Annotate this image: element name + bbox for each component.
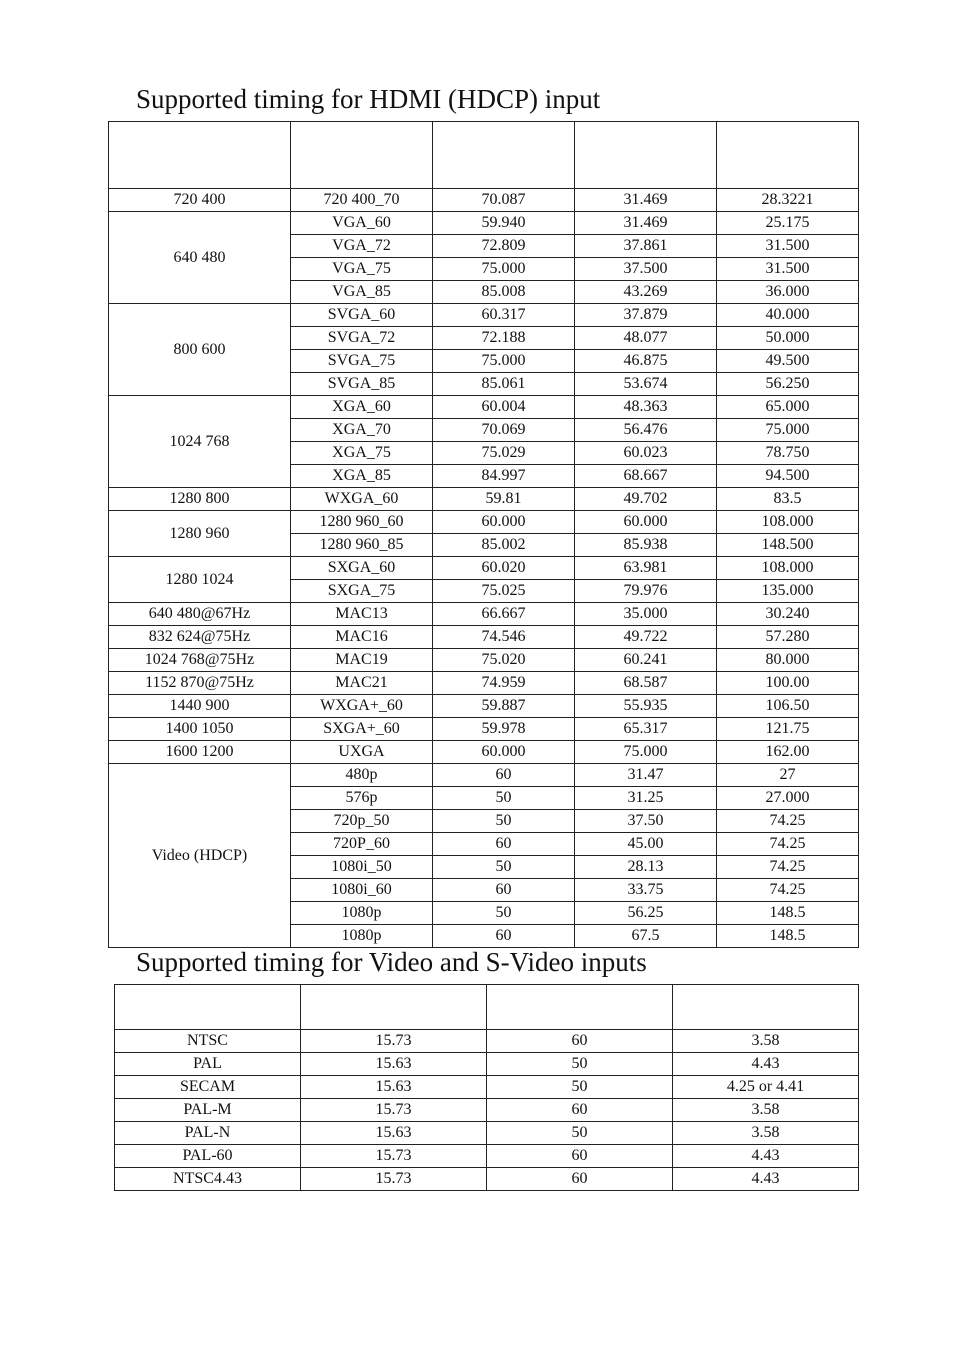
mode-cell: MAC16 <box>291 626 433 649</box>
video-mode-cell: PAL-M <box>115 1099 301 1122</box>
horizontal-frequency-cell: 15.73 <box>301 1099 487 1122</box>
video-section-title: Supported timing for Video and S-Video inputs <box>136 947 647 977</box>
vertical-frequency-cell: 75.020 <box>433 649 575 672</box>
clock-cell: 27 <box>717 764 859 787</box>
mode-cell: 1080i_60 <box>291 879 433 902</box>
hdmi-header-row <box>109 122 859 189</box>
hdmi-header-cell <box>575 122 717 189</box>
table-row <box>115 1076 859 1099</box>
vertical-frequency-cell: 85.002 <box>433 534 575 557</box>
horizontal-frequency-cell: 68.587 <box>575 672 717 695</box>
horizontal-frequency-cell: 60.241 <box>575 649 717 672</box>
horizontal-frequency-cell: 15.63 <box>301 1122 487 1145</box>
mode-cell: XGA_70 <box>291 419 433 442</box>
mode-cell: SXGA+_60 <box>291 718 433 741</box>
table-row <box>109 488 859 511</box>
vertical-frequency-cell: 60 <box>487 1030 673 1053</box>
clock-cell: 74.25 <box>717 810 859 833</box>
mode-cell: 1280 960_85 <box>291 534 433 557</box>
resolution-cell: 1280 1024 <box>109 557 291 603</box>
resolution-cell: 1280 800 <box>109 488 291 511</box>
table-row <box>115 1168 859 1191</box>
vertical-frequency-cell: 59.81 <box>433 488 575 511</box>
vertical-frequency-cell: 74.546 <box>433 626 575 649</box>
horizontal-frequency-cell: 56.476 <box>575 419 717 442</box>
mode-cell: MAC21 <box>291 672 433 695</box>
horizontal-frequency-cell: 48.077 <box>575 327 717 350</box>
vertical-frequency-cell: 50 <box>487 1053 673 1076</box>
resolution-cell: 1440 900 <box>109 695 291 718</box>
mode-cell: 1080p <box>291 902 433 925</box>
table-row <box>109 626 859 649</box>
mode-cell: VGA_60 <box>291 212 433 235</box>
clock-cell: 108.000 <box>717 557 859 580</box>
table-row <box>109 304 859 327</box>
vertical-frequency-cell: 50 <box>487 1076 673 1099</box>
vertical-frequency-cell: 50 <box>433 856 575 879</box>
horizontal-frequency-cell: 75.000 <box>575 741 717 764</box>
mode-cell: SVGA_72 <box>291 327 433 350</box>
clock-cell: 148.500 <box>717 534 859 557</box>
table-row <box>115 1145 859 1168</box>
mode-cell: 480p <box>291 764 433 787</box>
hdmi-section-title: Supported timing for HDMI (HDCP) input <box>136 84 601 114</box>
horizontal-frequency-cell: 31.469 <box>575 212 717 235</box>
vertical-frequency-cell: 60.004 <box>433 396 575 419</box>
vertical-frequency-cell: 75.000 <box>433 350 575 373</box>
mode-cell: 720 400_70 <box>291 189 433 212</box>
horizontal-frequency-cell: 49.722 <box>575 626 717 649</box>
mode-cell: UXGA <box>291 741 433 764</box>
horizontal-frequency-cell: 55.935 <box>575 695 717 718</box>
resolution-cell: 1280 960 <box>109 511 291 557</box>
horizontal-frequency-cell: 35.000 <box>575 603 717 626</box>
vertical-frequency-cell: 75.000 <box>433 258 575 281</box>
subcarrier-frequency-cell: 4.25 or 4.41 <box>673 1076 859 1099</box>
clock-cell: 162.00 <box>717 741 859 764</box>
subcarrier-frequency-cell: 4.43 <box>673 1053 859 1076</box>
table-row <box>109 741 859 764</box>
horizontal-frequency-cell: 37.879 <box>575 304 717 327</box>
mode-cell: SXGA_75 <box>291 580 433 603</box>
horizontal-frequency-cell: 15.73 <box>301 1145 487 1168</box>
horizontal-frequency-cell: 37.861 <box>575 235 717 258</box>
resolution-cell: 1152 870@75Hz <box>109 672 291 695</box>
vertical-frequency-cell: 72.809 <box>433 235 575 258</box>
horizontal-frequency-cell: 15.63 <box>301 1053 487 1076</box>
vertical-frequency-cell: 50 <box>433 787 575 810</box>
mode-cell: MAC13 <box>291 603 433 626</box>
mode-cell: 576p <box>291 787 433 810</box>
subcarrier-frequency-cell: 3.58 <box>673 1122 859 1145</box>
horizontal-frequency-cell: 37.500 <box>575 258 717 281</box>
video-header-row <box>115 985 859 1030</box>
horizontal-frequency-cell: 63.981 <box>575 557 717 580</box>
vertical-frequency-cell: 60 <box>487 1145 673 1168</box>
vertical-frequency-cell: 50 <box>433 810 575 833</box>
horizontal-frequency-cell: 65.317 <box>575 718 717 741</box>
video-timing-table <box>114 984 859 1191</box>
horizontal-frequency-cell: 67.5 <box>575 925 717 948</box>
horizontal-frequency-cell: 31.47 <box>575 764 717 787</box>
horizontal-frequency-cell: 43.269 <box>575 281 717 304</box>
resolution-cell: 640 480@67Hz <box>109 603 291 626</box>
horizontal-frequency-cell: 79.976 <box>575 580 717 603</box>
horizontal-frequency-cell: 60.023 <box>575 442 717 465</box>
mode-cell: SVGA_75 <box>291 350 433 373</box>
horizontal-frequency-cell: 28.13 <box>575 856 717 879</box>
clock-cell: 27.000 <box>717 787 859 810</box>
subcarrier-frequency-cell: 3.58 <box>673 1099 859 1122</box>
horizontal-frequency-cell: 31.25 <box>575 787 717 810</box>
mode-cell: SVGA_85 <box>291 373 433 396</box>
hdmi-header-cell <box>717 122 859 189</box>
resolution-cell: 720 400 <box>109 189 291 212</box>
video-mode-cell: SECAM <box>115 1076 301 1099</box>
vertical-frequency-cell: 85.008 <box>433 281 575 304</box>
vertical-frequency-cell: 60 <box>487 1168 673 1191</box>
clock-cell: 148.5 <box>717 902 859 925</box>
mode-cell: SXGA_60 <box>291 557 433 580</box>
mode-cell: XGA_75 <box>291 442 433 465</box>
vertical-frequency-cell: 70.069 <box>433 419 575 442</box>
mode-cell: 720P_60 <box>291 833 433 856</box>
clock-cell: 74.25 <box>717 833 859 856</box>
vertical-frequency-cell: 85.061 <box>433 373 575 396</box>
resolution-cell: 832 624@75Hz <box>109 626 291 649</box>
vertical-frequency-cell: 75.029 <box>433 442 575 465</box>
resolution-cell: 1024 768@75Hz <box>109 649 291 672</box>
video-mode-cell: PAL-60 <box>115 1145 301 1168</box>
table-row <box>115 1030 859 1053</box>
table-row <box>115 1053 859 1076</box>
vertical-frequency-cell: 72.188 <box>433 327 575 350</box>
table-row <box>115 1099 859 1122</box>
horizontal-frequency-cell: 15.73 <box>301 1168 487 1191</box>
horizontal-frequency-cell: 49.702 <box>575 488 717 511</box>
horizontal-frequency-cell: 15.63 <box>301 1076 487 1099</box>
vertical-frequency-cell: 60.000 <box>433 741 575 764</box>
table-row <box>109 649 859 672</box>
vertical-frequency-cell: 60 <box>433 764 575 787</box>
clock-cell: 30.240 <box>717 603 859 626</box>
clock-cell: 148.5 <box>717 925 859 948</box>
video-table-body <box>115 985 859 1191</box>
clock-cell: 94.500 <box>717 465 859 488</box>
mode-cell: XGA_60 <box>291 396 433 419</box>
clock-cell: 74.25 <box>717 856 859 879</box>
table-row <box>109 718 859 741</box>
mode-cell: 720p_50 <box>291 810 433 833</box>
vertical-frequency-cell: 50 <box>433 902 575 925</box>
vertical-frequency-cell: 50 <box>487 1122 673 1145</box>
hdmi-header-cell <box>109 122 291 189</box>
mode-cell: WXGA_60 <box>291 488 433 511</box>
vertical-frequency-cell: 75.025 <box>433 580 575 603</box>
clock-cell: 106.50 <box>717 695 859 718</box>
video-header-cell <box>301 985 487 1030</box>
clock-cell: 108.000 <box>717 511 859 534</box>
hdmi-header-cell <box>433 122 575 189</box>
mode-cell: MAC19 <box>291 649 433 672</box>
horizontal-frequency-cell: 31.469 <box>575 189 717 212</box>
video-header-cell <box>487 985 673 1030</box>
table-row <box>109 557 859 580</box>
horizontal-frequency-cell: 85.938 <box>575 534 717 557</box>
clock-cell: 50.000 <box>717 327 859 350</box>
resolution-cell: 640 480 <box>109 212 291 304</box>
resolution-cell: 1024 768 <box>109 396 291 488</box>
clock-cell: 75.000 <box>717 419 859 442</box>
clock-cell: 78.750 <box>717 442 859 465</box>
clock-cell: 56.250 <box>717 373 859 396</box>
horizontal-frequency-cell: 33.75 <box>575 879 717 902</box>
clock-cell: 36.000 <box>717 281 859 304</box>
subcarrier-frequency-cell: 4.43 <box>673 1145 859 1168</box>
clock-cell: 49.500 <box>717 350 859 373</box>
vertical-frequency-cell: 59.940 <box>433 212 575 235</box>
resolution-cell: Video (HDCP) <box>109 764 291 948</box>
horizontal-frequency-cell: 48.363 <box>575 396 717 419</box>
horizontal-frequency-cell: 68.667 <box>575 465 717 488</box>
vertical-frequency-cell: 60 <box>433 833 575 856</box>
mode-cell: 1080p <box>291 925 433 948</box>
table-row <box>109 672 859 695</box>
table-row <box>109 396 859 419</box>
subcarrier-frequency-cell: 4.43 <box>673 1168 859 1191</box>
vertical-frequency-cell: 66.667 <box>433 603 575 626</box>
vertical-frequency-cell: 60.020 <box>433 557 575 580</box>
table-row <box>109 764 859 787</box>
vertical-frequency-cell: 59.978 <box>433 718 575 741</box>
resolution-cell: 800 600 <box>109 304 291 396</box>
clock-cell: 31.500 <box>717 235 859 258</box>
mode-cell: SVGA_60 <box>291 304 433 327</box>
clock-cell: 31.500 <box>717 258 859 281</box>
vertical-frequency-cell: 60.317 <box>433 304 575 327</box>
hdmi-timing-table <box>108 121 859 948</box>
mode-cell: WXGA+_60 <box>291 695 433 718</box>
mode-cell: 1080i_50 <box>291 856 433 879</box>
horizontal-frequency-cell: 45.00 <box>575 833 717 856</box>
video-mode-cell: NTSC <box>115 1030 301 1053</box>
table-row <box>109 695 859 718</box>
table-row <box>115 1122 859 1145</box>
clock-cell: 57.280 <box>717 626 859 649</box>
horizontal-frequency-cell: 15.73 <box>301 1030 487 1053</box>
vertical-frequency-cell: 74.959 <box>433 672 575 695</box>
clock-cell: 25.175 <box>717 212 859 235</box>
video-mode-cell: NTSC4.43 <box>115 1168 301 1191</box>
mode-cell: VGA_85 <box>291 281 433 304</box>
clock-cell: 40.000 <box>717 304 859 327</box>
horizontal-frequency-cell: 60.000 <box>575 511 717 534</box>
hdmi-header-cell <box>291 122 433 189</box>
vertical-frequency-cell: 60 <box>433 925 575 948</box>
subcarrier-frequency-cell: 3.58 <box>673 1030 859 1053</box>
vertical-frequency-cell: 59.887 <box>433 695 575 718</box>
clock-cell: 135.000 <box>717 580 859 603</box>
video-header-cell <box>673 985 859 1030</box>
vertical-frequency-cell: 60.000 <box>433 511 575 534</box>
table-row <box>109 189 859 212</box>
table-row <box>109 603 859 626</box>
video-header-cell <box>115 985 301 1030</box>
resolution-cell: 1600 1200 <box>109 741 291 764</box>
mode-cell: XGA_85 <box>291 465 433 488</box>
horizontal-frequency-cell: 53.674 <box>575 373 717 396</box>
clock-cell: 121.75 <box>717 718 859 741</box>
hdmi-table-body <box>109 122 859 948</box>
video-mode-cell: PAL <box>115 1053 301 1076</box>
resolution-cell: 1400 1050 <box>109 718 291 741</box>
clock-cell: 80.000 <box>717 649 859 672</box>
mode-cell: 1280 960_60 <box>291 511 433 534</box>
horizontal-frequency-cell: 37.50 <box>575 810 717 833</box>
table-row <box>109 212 859 235</box>
clock-cell: 28.3221 <box>717 189 859 212</box>
vertical-frequency-cell: 84.997 <box>433 465 575 488</box>
vertical-frequency-cell: 70.087 <box>433 189 575 212</box>
clock-cell: 83.5 <box>717 488 859 511</box>
clock-cell: 100.00 <box>717 672 859 695</box>
vertical-frequency-cell: 60 <box>487 1099 673 1122</box>
table-row <box>109 511 859 534</box>
video-mode-cell: PAL-N <box>115 1122 301 1145</box>
horizontal-frequency-cell: 46.875 <box>575 350 717 373</box>
horizontal-frequency-cell: 56.25 <box>575 902 717 925</box>
clock-cell: 65.000 <box>717 396 859 419</box>
mode-cell: VGA_72 <box>291 235 433 258</box>
mode-cell: VGA_75 <box>291 258 433 281</box>
vertical-frequency-cell: 60 <box>433 879 575 902</box>
clock-cell: 74.25 <box>717 879 859 902</box>
